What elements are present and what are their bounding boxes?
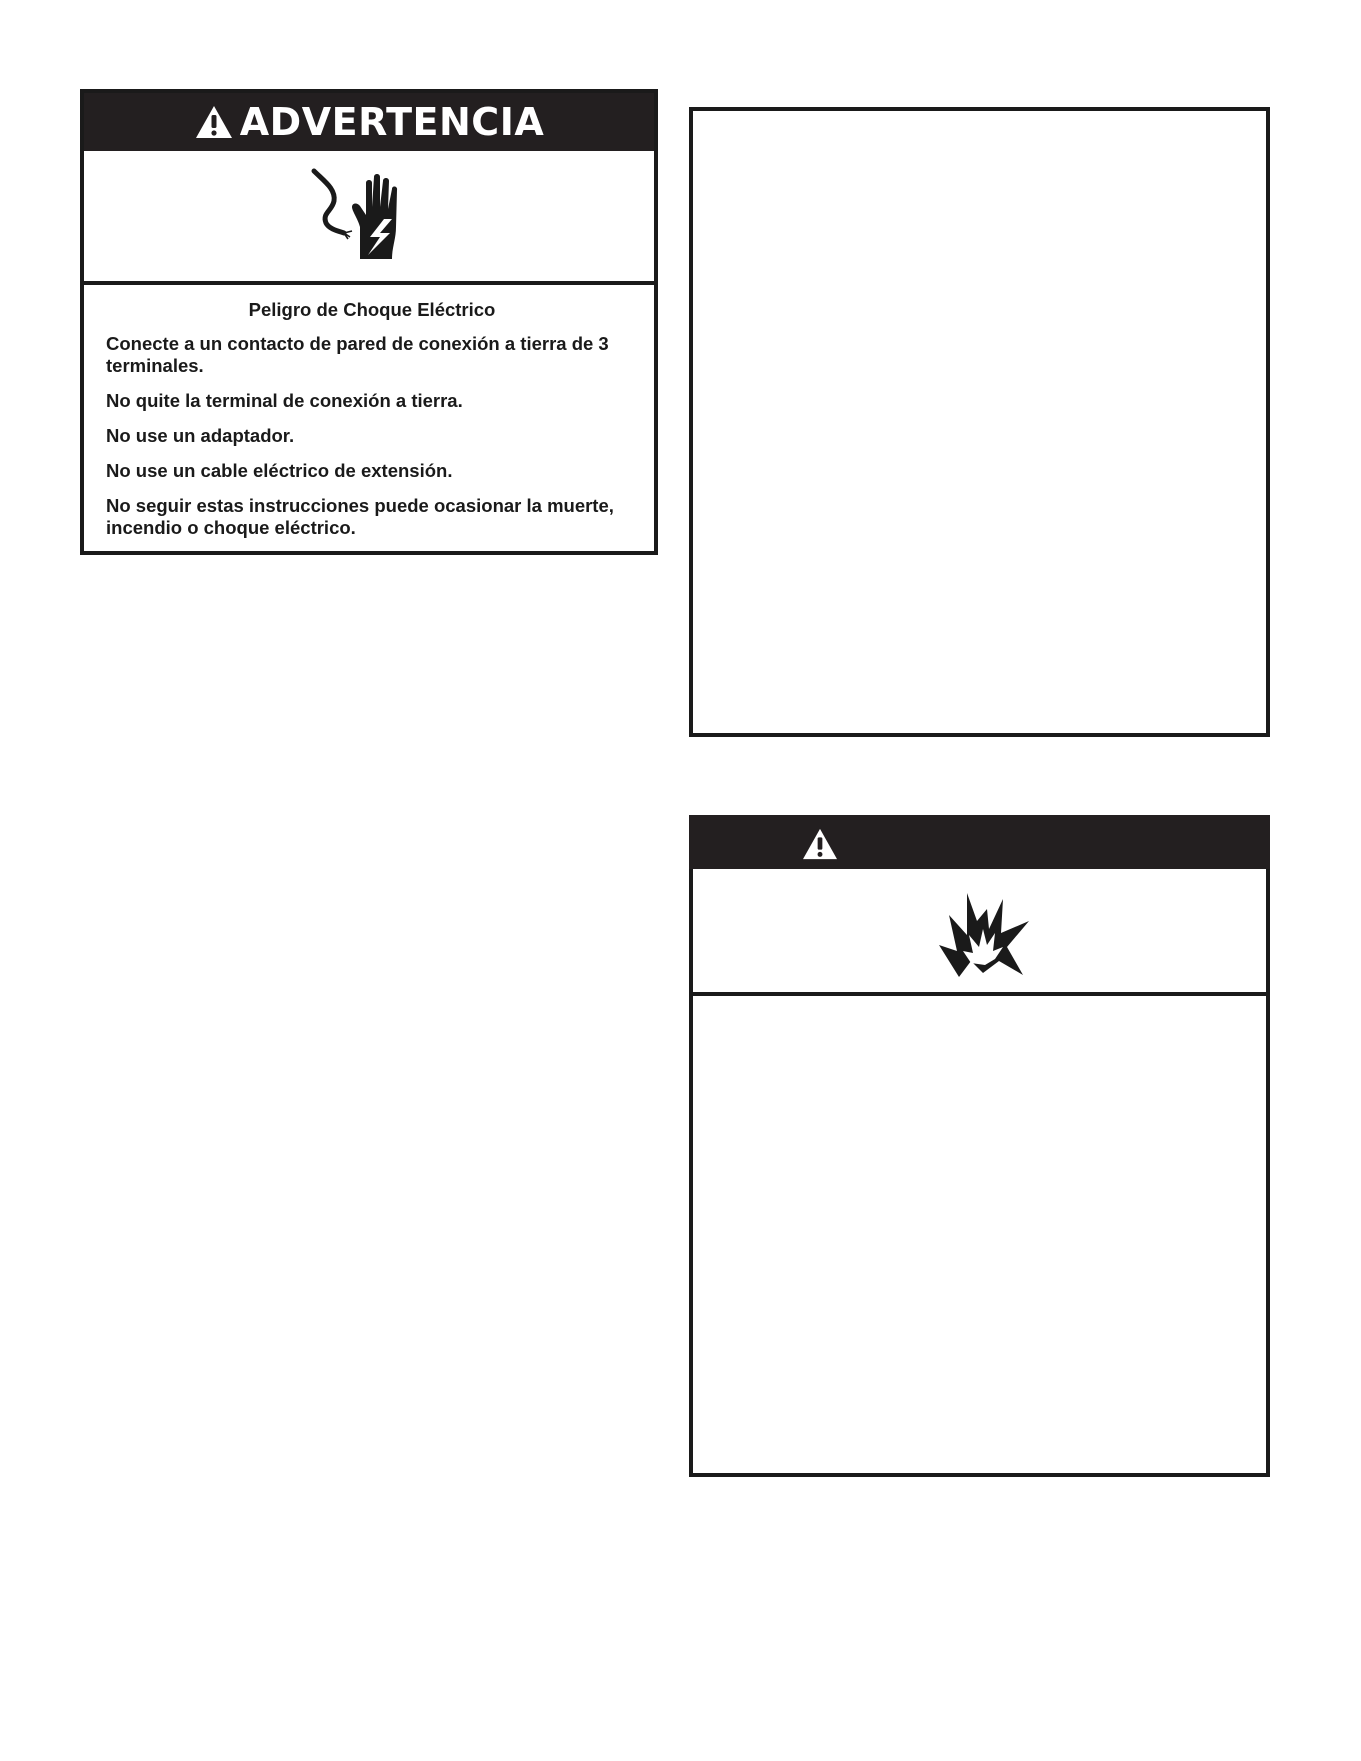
warning-divider <box>84 281 654 285</box>
electric-shock-hand-icon <box>308 167 424 269</box>
warning-divider <box>693 992 1266 996</box>
warning-box-electric-shock <box>80 89 658 555</box>
warning-title: ADVERTENCIA <box>239 100 545 144</box>
warning-line: No seguir estas instrucciones puede ocasionar la muerte, incendio o choque eléctrico. <box>106 495 614 538</box>
warning-box-explosion <box>689 815 1270 1477</box>
warning-line: No use un adaptador. <box>106 425 295 446</box>
empty-content-box <box>689 107 1270 737</box>
warning-line: Conecte a un contacto de pared de conexión a tierra de 3 terminales. <box>106 333 609 376</box>
warning-line: No use un cable eléctrico de extensión. <box>106 460 453 481</box>
explosion-icon <box>937 885 1033 981</box>
warning-header-bar <box>689 815 1270 869</box>
warning-header-bar <box>84 93 654 151</box>
warning-triangle-icon <box>194 104 234 140</box>
warning-text <box>106 299 638 552</box>
warning-triangle-icon <box>801 827 839 861</box>
warning-heading: Peligro de Choque Eléctrico <box>248 299 496 320</box>
warning-line: No quite la terminal de conexión a tierra. <box>106 390 463 411</box>
